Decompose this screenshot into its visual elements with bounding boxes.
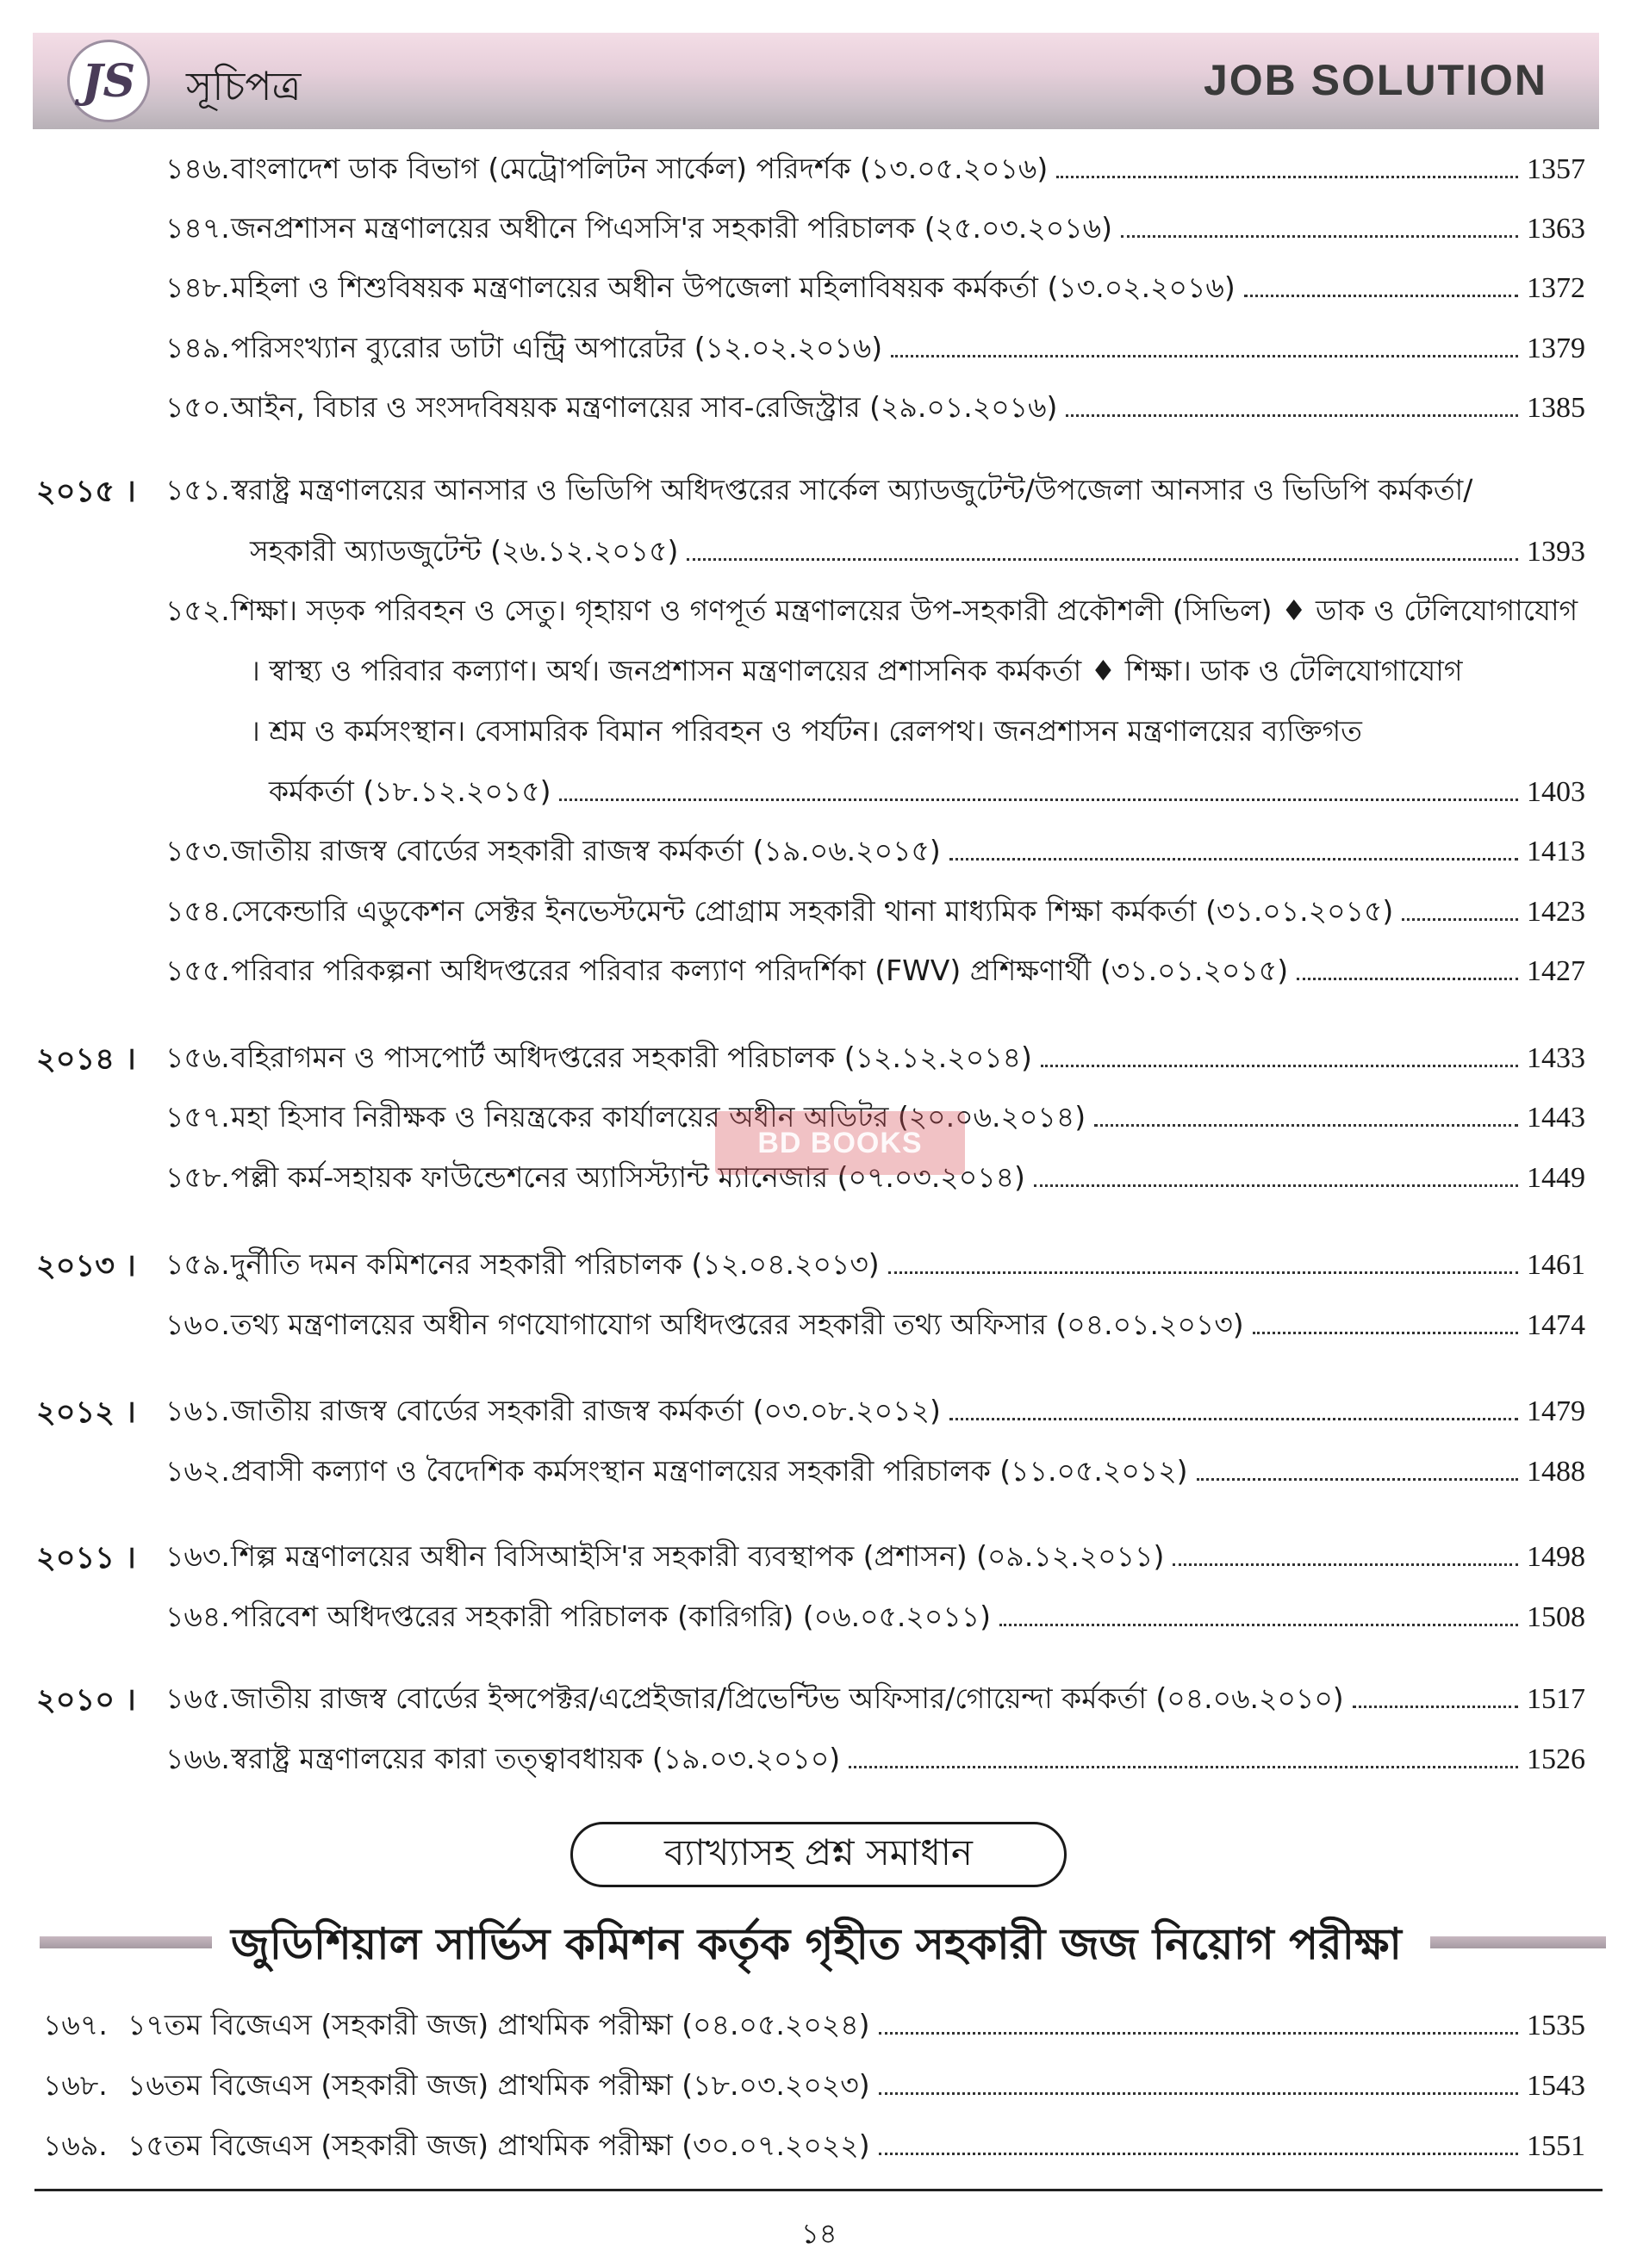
- page-number-link[interactable]: 1508: [1527, 1601, 1585, 1633]
- toc-entry[interactable]: [231, 1534, 1585, 1582]
- dot-leader: [879, 2070, 1518, 2095]
- entry-title: দুর্নীতি দমন কমিশনের সহকারী পরিচালক (১২.০৪.২০১৩): [231, 1247, 880, 1281]
- page-number-link[interactable]: 1461: [1527, 1249, 1585, 1281]
- footer-rule: [34, 2189, 1603, 2191]
- toc-entry[interactable]: [250, 529, 1585, 577]
- entry-number: ১৫০.: [165, 390, 230, 424]
- entry-title: কর্মকর্তা (১৮.১২.২০১৫): [269, 774, 551, 808]
- page-number-link[interactable]: 1474: [1527, 1309, 1585, 1341]
- toc-entry[interactable]: [231, 1449, 1585, 1497]
- entry-title: বহিরাগমন ও পাসপোর্ট অধিদপ্তরের সহকারী পরিচালক (১২.১২.২০১৪): [231, 1041, 1032, 1074]
- entry-title: পরিবেশ অধিদপ্তরের সহকারী পরিচালক (কারিগরি) (০৬.০৫.২০১১): [231, 1600, 992, 1633]
- page-number-link[interactable]: 1363: [1527, 213, 1585, 245]
- entry-title: ১৫তম বিজেএস (সহকারী জজ) প্রাথমিক পরীক্ষা (৩০.০৭.২০২২): [128, 2128, 870, 2162]
- entry-number: ১৫৮.: [165, 1160, 230, 1194]
- section-heading: [0, 1904, 1637, 1981]
- entry-number: ১৫২.: [165, 593, 230, 627]
- page-title: সূচিপত্র: [186, 63, 302, 109]
- entry-text-line: । স্বাস্থ্য ও পরিবার কল্যাণ। অর্থ। জনপ্রশাসন মন্ত্রণালয়ের প্রশাসনিক কর্মকর্তা ♦ শিক্ষা। ডাক ও টেলিযোগাযোগ: [250, 654, 1463, 687]
- toc-entry[interactable]: [128, 2003, 1585, 2051]
- toc-entry[interactable]: [128, 2123, 1585, 2172]
- page-number-link[interactable]: 1449: [1527, 1162, 1585, 1194]
- toc-entry[interactable]: [231, 1389, 1585, 1437]
- dot-leader: [879, 2010, 1518, 2035]
- toc-entry[interactable]: [231, 206, 1585, 254]
- entry-text-line: । শ্রম ও কর্মসংস্থান। বেসামরিক বিমান পরিবহন ও পর্যটন। রেলপথ। জনপ্রশাসন মন্ত্রণালয়ের ব্যক্তিগত: [250, 714, 1362, 748]
- entry-number: ১৪৯.: [165, 331, 230, 364]
- heading-bar-right: [1430, 1936, 1606, 1948]
- entry-title: ১৬তম বিজেএস (সহকারী জজ) প্রাথমিক পরীক্ষা (১৮.০৩.২০২৩): [128, 2068, 870, 2102]
- section-title: জুডিশিয়াল সার্ভিস কমিশন কর্তৃক গৃহীত সহকারী জজ নিয়োগ পরীক্ষা: [231, 1919, 1402, 1969]
- entry-number: ১৫১.: [165, 473, 230, 506]
- entry-number: ১৬৮.: [43, 2068, 108, 2102]
- entry-title: পরিবার পরিকল্পনা অধিদপ্তরের পরিবার কল্যাণ পরিদর্শিকা (FWV) প্রশিক্ষণার্থী (৩১.০১.২০১৫): [231, 954, 1289, 987]
- page-number-link[interactable]: 1543: [1527, 2070, 1585, 2102]
- entry-number: ১৪৭.: [165, 211, 230, 245]
- entry-title: মহা হিসাব নিরীক্ষক ও নিয়ন্ত্রকের কার্যালয়ের অধীন অডিটর (২০.০৬.২০১৪): [231, 1100, 1086, 1134]
- entry-number: ১৬২.: [165, 1454, 230, 1488]
- page-number-link[interactable]: 1385: [1527, 392, 1585, 424]
- page-number-link[interactable]: 1551: [1527, 2130, 1585, 2162]
- toc-entry[interactable]: [231, 1737, 1585, 1785]
- dot-leader: [879, 2130, 1518, 2155]
- page-number-link[interactable]: 1517: [1527, 1683, 1585, 1715]
- toc-entry[interactable]: [231, 829, 1585, 877]
- year-label: ২০১৩ ।: [36, 1249, 136, 1283]
- entry-title: পরিসংখ্যান ব্যুরোর ডাটা এন্ট্রি অপারেটর (১২.০২.২০১৬): [231, 331, 883, 364]
- brand-name: JOB SOLUTION: [1203, 56, 1547, 104]
- entry-number: ১৫৬.: [165, 1041, 230, 1074]
- dot-leader: [949, 1395, 1518, 1420]
- dot-leader: [849, 1743, 1518, 1768]
- entry-number: ১৬৪.: [165, 1600, 230, 1633]
- dot-leader: [1066, 392, 1518, 417]
- toc-entry[interactable]: [231, 1676, 1585, 1724]
- entry-title: জনপ্রশাসন মন্ত্রণালয়ের অধীনে পিএসসি'র সহকারী পরিচালক (২৫.০৩.২০১৬): [231, 211, 1113, 245]
- entry-title: জাতীয় রাজস্ব বোর্ডের সহকারী রাজস্ব কর্মকর্তা (০৩.০৮.২০১২): [231, 1394, 941, 1427]
- dot-leader: [1297, 955, 1518, 980]
- entry-number: ১৫৫.: [165, 954, 230, 987]
- dot-leader: [1244, 272, 1518, 297]
- page-number-link[interactable]: 1403: [1527, 776, 1585, 808]
- entry-title: জাতীয় রাজস্ব বোর্ডের ইন্সপেক্টর/এপ্রেইজার/প্রিভেন্টিভ অফিসার/গোয়েন্দা কর্মকর্তা (০৪.০৬.২০১০): [231, 1681, 1344, 1715]
- page-number-link[interactable]: 1535: [1527, 2010, 1585, 2041]
- entry-title: ১৭তম বিজেএস (সহকারী জজ) প্রাথমিক পরীক্ষা (০৪.০৫.২০২৪): [128, 2008, 870, 2041]
- dot-leader: [1041, 1042, 1518, 1067]
- entry-title: সহকারী অ্যাডজুটেন্ট (২৬.১২.২০১৫): [250, 534, 679, 568]
- entry-number: ১৬৯.: [43, 2128, 108, 2162]
- page-number-link[interactable]: 1526: [1527, 1743, 1585, 1775]
- entry-title: সেকেন্ডারি এডুকেশন সেক্টর ইনভেস্টমেন্ট প্রোগ্রাম সহকারী থানা মাধ্যমিক শিক্ষা কর্মকর্তা (৩১.০১.২০১৫): [231, 894, 1394, 928]
- dot-leader: [1034, 1162, 1518, 1187]
- year-label: ২০১০ ।: [36, 1683, 136, 1718]
- toc-entry[interactable]: [231, 948, 1585, 997]
- dot-leader: [999, 1601, 1518, 1626]
- page-number-link[interactable]: 1427: [1527, 955, 1585, 987]
- entry-number: ১৬১.: [165, 1394, 230, 1427]
- dot-leader: [1094, 1102, 1518, 1127]
- toc-entry[interactable]: [231, 146, 1585, 195]
- entry-number: ১৫৯.: [165, 1247, 230, 1281]
- dot-leader: [1121, 213, 1518, 238]
- entry-number: ১৪৬.: [165, 152, 230, 185]
- entry-title: বাংলাদেশ ডাক বিভাগ (মেট্রোপলিটন সার্কেল) পরিদর্শক (১৩.০৫.২০১৬): [231, 152, 1049, 185]
- entry-number: ১৬৭.: [43, 2008, 108, 2041]
- year-label: ২০১৫ ।: [36, 475, 136, 509]
- year-label: ২০১৪ ।: [36, 1042, 136, 1077]
- toc-entry[interactable]: [231, 1035, 1585, 1084]
- dot-leader: [1402, 896, 1518, 921]
- page-number-link[interactable]: 1498: [1527, 1541, 1585, 1573]
- entry-number: ১৫৩.: [165, 834, 230, 867]
- toc-entry[interactable]: [231, 889, 1585, 937]
- entry-title: জাতীয় রাজস্ব বোর্ডের সহকারী রাজস্ব কর্মকর্তা (১৯.০৬.২০১৫): [231, 834, 941, 867]
- entry-title: মহিলা ও শিশুবিষয়ক মন্ত্রণালয়ের অধীন উপজেলা মহিলাবিষয়ক কর্মকর্তা (১৩.০২.২০১৬): [231, 270, 1236, 304]
- dot-leader: [888, 1249, 1518, 1274]
- toc-entry[interactable]: [231, 326, 1585, 374]
- watermark-badge: BD BOOKS: [715, 1111, 965, 1175]
- page-header: [33, 33, 1599, 129]
- heading-bar-left: [40, 1936, 212, 1948]
- page-number-link[interactable]: 1357: [1527, 153, 1585, 185]
- dot-leader: [559, 776, 1518, 801]
- dot-leader: [1253, 1309, 1518, 1334]
- entry-number: ১৬৫.: [165, 1681, 230, 1715]
- page-number-link[interactable]: 1488: [1527, 1456, 1585, 1488]
- section-label: ব্যাখ্যাসহ প্রশ্ন সমাধান: [570, 1822, 1067, 1887]
- toc-entry[interactable]: [128, 2063, 1585, 2111]
- entry-number: ১৬০.: [165, 1308, 230, 1341]
- page-number: ১৪: [801, 2217, 837, 2250]
- year-label: ২০১২ ।: [36, 1395, 136, 1430]
- entry-title: শিল্প মন্ত্রণালয়ের অধীন বিসিআইসি'র সহকারী ব্যবস্থাপক (প্রশাসন) (০৯.১২.২০১১): [231, 1539, 1165, 1573]
- toc-entry[interactable]: [269, 769, 1585, 817]
- toc-entry[interactable]: [231, 385, 1585, 433]
- page-number-link[interactable]: 1379: [1527, 332, 1585, 364]
- page-number-link[interactable]: 1393: [1527, 536, 1585, 568]
- entry-title: স্বরাষ্ট্র মন্ত্রণালয়ের কারা তত্ত্বাবধায়ক (১৯.০৩.২০১০): [231, 1742, 841, 1775]
- page-number-link[interactable]: 1433: [1527, 1042, 1585, 1074]
- page-number-link[interactable]: 1479: [1527, 1395, 1585, 1427]
- year-label: ২০১১ ।: [36, 1541, 136, 1575]
- dot-leader: [687, 536, 1518, 561]
- page-number-link[interactable]: 1443: [1527, 1102, 1585, 1134]
- toc-entry[interactable]: [231, 1594, 1585, 1643]
- entry-number: ১৬৩.: [165, 1539, 230, 1573]
- page-number-link[interactable]: 1423: [1527, 896, 1585, 928]
- page-number-link[interactable]: 1413: [1527, 836, 1585, 867]
- entry-text-line: শিক্ষা। সড়ক পরিবহন ও সেতু। গৃহায়ণ ও গণপূর্ত মন্ত্রণালয়ের উপ-সহকারী প্রকৌশলী (সিভিল) ♦ ডাক ও টেলিযোগাযোগ: [231, 593, 1578, 627]
- entry-text-line: স্বরাষ্ট্র মন্ত্রণালয়ের আনসার ও ভিডিপি অধিদপ্তরের সার্কেল অ্যাডজুটেন্ট/উপজেলা আনসার ও ভিডিপি কর্মকর্তা/: [231, 473, 1473, 506]
- entry-title: পল্লী কর্ম-সহায়ক ফাউন্ডেশনের অ্যাসিস্ট্যান্ট ম্যানেজার (০৭.০৩.২০১৪): [231, 1160, 1025, 1194]
- dot-leader: [891, 332, 1518, 357]
- page-number-link[interactable]: 1372: [1527, 272, 1585, 304]
- dot-leader: [949, 836, 1518, 861]
- dot-leader: [1353, 1683, 1518, 1708]
- dot-leader: [1173, 1541, 1518, 1566]
- toc-entry[interactable]: [231, 265, 1585, 314]
- entry-number: ১৬৬.: [165, 1742, 230, 1775]
- toc-entry[interactable]: [231, 1242, 1585, 1290]
- publisher-logo-icon: JS: [67, 40, 150, 122]
- entry-number: ১৫৭.: [165, 1100, 230, 1134]
- entry-number: ১৪৮.: [165, 270, 230, 304]
- entry-title: তথ্য মন্ত্রণালয়ের অধীন গণযোগাযোগ অধিদপ্তরের সহকারী তথ্য অফিসার (০৪.০১.২০১৩): [231, 1308, 1244, 1341]
- entry-number: ১৫৪.: [165, 894, 230, 928]
- toc-entry[interactable]: [231, 1302, 1585, 1351]
- dot-leader: [1056, 153, 1518, 178]
- entry-title: প্রবাসী কল্যাণ ও বৈদেশিক কর্মসংস্থান মন্ত্রণালয়ের সহকারী পরিচালক (১১.০৫.২০১২): [231, 1454, 1188, 1488]
- dot-leader: [1197, 1456, 1518, 1481]
- entry-title: আইন, বিচার ও সংসদবিষয়ক মন্ত্রণালয়ের সাব-রেজিস্ট্রার (২৯.০১.২০১৬): [231, 390, 1058, 424]
